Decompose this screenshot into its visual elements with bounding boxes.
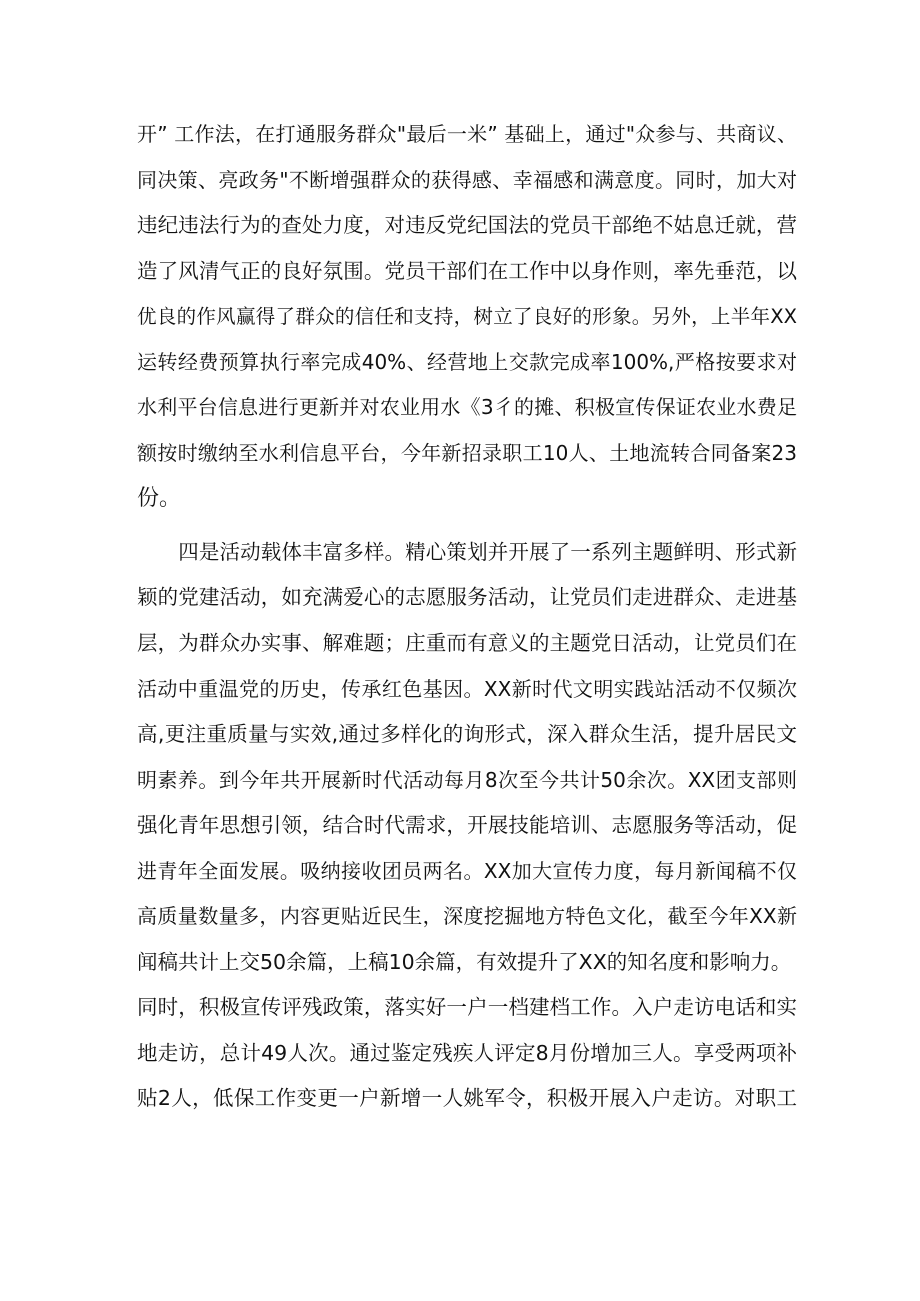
text-line: 地走访，总计49人次。通过鉴定残疾人评定8月份增加三人。享受两项补 (137, 1040, 797, 1065)
text-line: 水利平台信息进行更新并对农业用水《3彳的摊、积极宣传保证农业水费足 (137, 395, 797, 420)
text-line: 额按时缴纳至水利信息平台，今年新招录职工10人、土地流转合同备案23 (137, 440, 797, 465)
text-line: 贴2人，低保工作变更一户新增一人姚军令，积极开展入户走访。对职工 (137, 1086, 797, 1111)
text-line: 份。 (137, 486, 182, 512)
text-line: 同时，积极宣传评残政策，落实好一户一档建档工作。入户走访电话和实 (137, 995, 797, 1020)
text-line: 进青年全面发展。吸纳接收团员两名。XX加大宣传力度，每月新闻稿不仅 (137, 858, 797, 883)
text-line: 同决策、亮政务"不断增强群众的获得感、幸福感和满意度。同时，加大对 (137, 167, 797, 192)
text-line: 违纪违法行为的查处力度，对违反党纪国法的党员干部绝不姑息迁就，营 (137, 213, 797, 238)
text-line: 活动中重温党的历史，传承红色基因。XX新时代文明实践站活动不仅频次 (137, 676, 797, 701)
document-body (137, 112, 797, 1122)
text-line: 高质量数量多，内容更贴近民生，深度挖掘地方特色文化，截至今年XX新 (137, 904, 797, 929)
text-line: 造了风清气正的良好氛围。党员干部们在工作中以身作则，率先垂范，以 (137, 258, 797, 283)
text-line: 优良的作风赢得了群众的信任和支持，树立了良好的形象。另外，上半年XX (137, 305, 797, 329)
text-line: 颖的党建活动，如充满爱心的志愿服务活动，让党员们走进群众、走进基 (137, 585, 797, 610)
paragraph-start-line: 四是活动载体丰富多样。精心策划并开展了一系列主题鲜明、形式新 (137, 539, 797, 564)
text-line: 层，为群众办实事、解难题；庄重而有意义的主题党日活动，让党员们在 (137, 631, 797, 656)
text-line: 强化青年思想引领，结合时代需求，开展技能培训、志愿服务等活动，促 (137, 813, 797, 838)
text-line: 开” 工作法，在打通服务群众"最后一米” 基础上，通过"众参与、共商议、 (137, 122, 797, 146)
text-line: 闻稿共计上交50余篇，上稿10余篇，有效提升了XX的知名度和影响力。 (137, 949, 792, 974)
text-line: 明素养。到今年共开展新时代活动每月8次至今共计50余次。XX团支部则 (137, 767, 797, 792)
text-line: 运转经费预算执行率完成40%、经营地上交款完成率100%,严格按要求对 (137, 349, 797, 374)
text-line: 高,更注重质量与实效,通过多样化的询形式，深入群众生活，提升居民文 (137, 722, 797, 747)
